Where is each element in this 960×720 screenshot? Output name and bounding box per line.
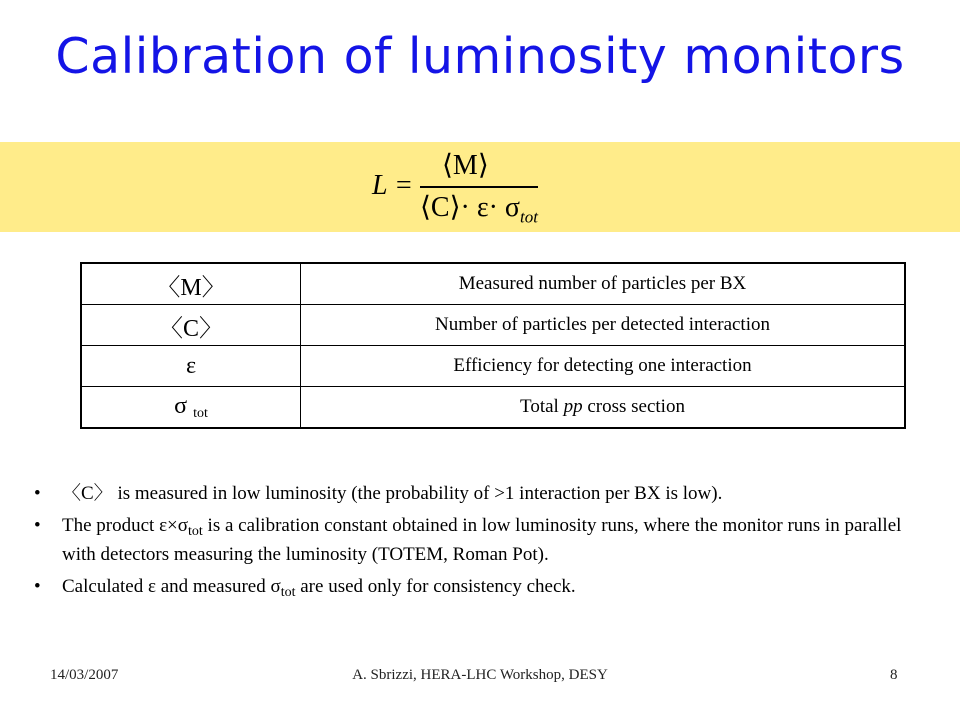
bullet-symbol: σ: [270, 576, 281, 597]
bullet-text: are used only for consistency check.: [295, 576, 576, 597]
formula-denominator-sub: tot: [520, 207, 538, 227]
bullet-icon: •: [34, 515, 41, 536]
footer-author: A. Sbrizzi, HERA-LHC Workshop, DESY: [352, 667, 608, 683]
description-cell: Efficiency for detecting one interaction: [301, 346, 906, 387]
description-cell: Measured number of particles per BX: [458, 273, 747, 294]
description-cell: Number of particles per detected interaction: [301, 305, 906, 346]
slide-title: Calibration of luminosity monitors: [55, 28, 905, 85]
symbol-cell: [81, 387, 301, 429]
table-row: [81, 387, 905, 429]
description-text: cross section: [582, 396, 685, 417]
symbol-sigma: σ: [174, 392, 188, 419]
list-item: [34, 482, 914, 505]
bullet-list: [34, 482, 914, 613]
table-row: [81, 346, 905, 387]
bullet-subscript: tot: [280, 585, 296, 600]
formula-denominator-main: ⟨C⟩· ε· σ: [420, 192, 521, 223]
footer-date: 14/03/2007: [50, 667, 119, 683]
bullet-text: The product: [62, 515, 160, 536]
bullet-text: Calculated: [62, 576, 148, 597]
bullet-icon: •: [34, 483, 41, 504]
footer-page-number: 8: [890, 667, 898, 683]
bullet-symbol: ε: [148, 576, 156, 597]
bullet-text: is a calibration constant obtained in low luminosity runs, where the monitor runs in parallel with detectors measuring the luminosity (TOTEM, Roman Pot).: [62, 515, 902, 565]
bullet-subscript: tot: [188, 524, 203, 539]
symbol-m: 〈M〉: [156, 274, 226, 301]
symbol-epsilon: ε: [185, 352, 197, 379]
description-text: Total: [520, 396, 564, 417]
bullet-text: and measured: [155, 576, 271, 597]
symbol-cell: [81, 263, 301, 305]
symbol-cell: [81, 346, 301, 387]
bullet-text: is measured in low luminosity (the probability of >1 interaction per BX is low).: [112, 483, 723, 504]
luminosity-formula: [372, 146, 542, 228]
definitions-table: [80, 262, 906, 429]
table-row: [81, 263, 905, 305]
symbol-c: 〈C〉: [158, 315, 223, 342]
description-emphasis: pp: [563, 396, 583, 417]
bullet-symbol: ε×σ: [159, 515, 189, 536]
table-row: [81, 305, 905, 346]
formula-lhs: L =: [372, 170, 413, 201]
symbol-cell: [81, 305, 301, 346]
list-item: [34, 514, 914, 566]
list-item: [34, 575, 914, 604]
formula-denominator: [420, 190, 538, 228]
bullet-icon: •: [34, 576, 41, 597]
fraction-bar: [420, 186, 538, 188]
bullet-symbol: 〈C〉: [62, 483, 113, 504]
symbol-subscript: tot: [193, 405, 208, 421]
description-cell: [301, 387, 906, 429]
formula-numerator: ⟨M⟩: [442, 150, 489, 181]
